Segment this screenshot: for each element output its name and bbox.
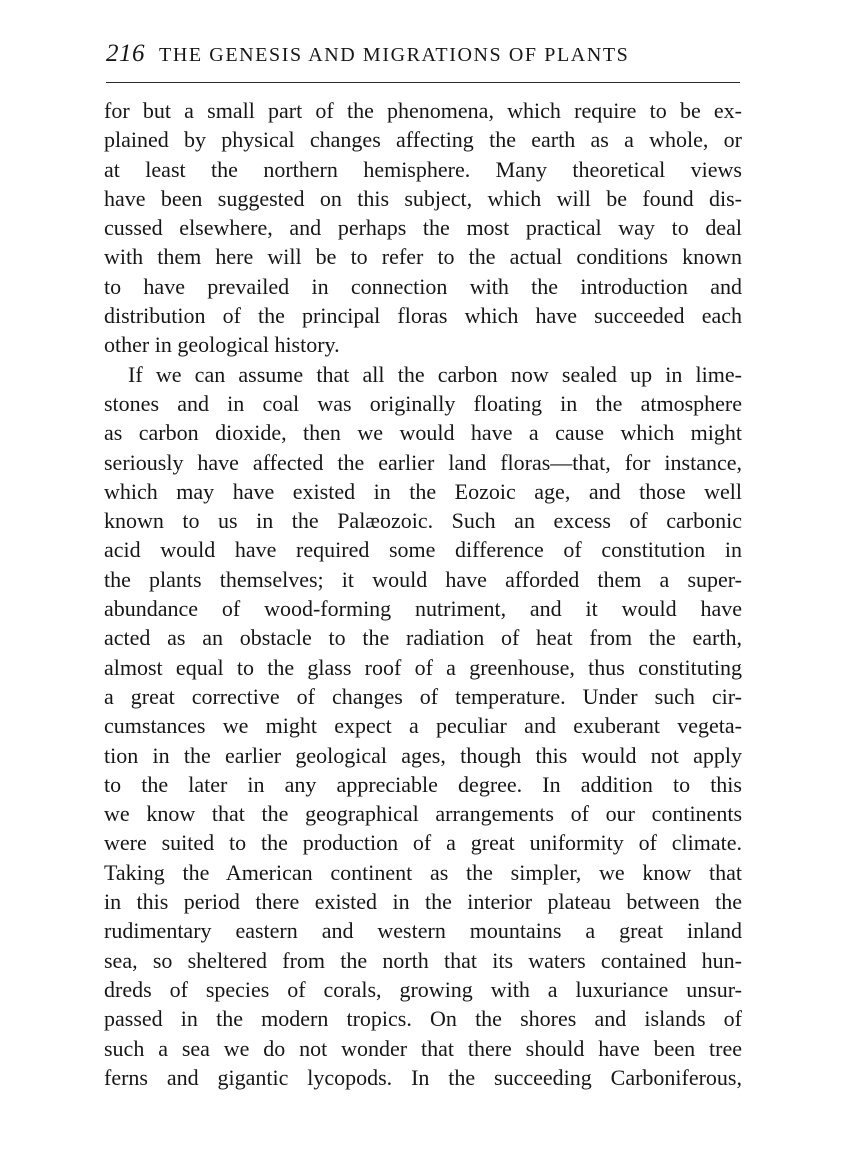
text-line: almost equal to the glass roof of a greenhouse, thus constituting: [104, 654, 742, 680]
text-line: seriously have affected the earlier land floras—that, for instance,: [104, 449, 742, 475]
text-line: known to us in the Palæozoic. Such an excess of carbonic: [104, 508, 742, 534]
text-line: to have prevailed in connection with the introduction and: [104, 273, 742, 299]
text-line: plained by physical changes affecting the earth as a whole, or: [104, 127, 742, 153]
text-line: cumstances we might expect a peculiar and exuberant vegeta-: [104, 713, 742, 739]
text-line: the plants themselves; it would have afforded them a super-: [104, 566, 742, 592]
text-line: were suited to the production of a great uniformity of climate.: [104, 830, 742, 856]
page-number: 216: [106, 40, 145, 67]
text-line: for but a small part of the phenomena, which require to be ex-: [104, 98, 742, 123]
body-text: [104, 96, 742, 1092]
text-line: a great corrective of changes of temperature. Under such cir-: [104, 683, 742, 709]
text-line: Taking the American continent as the simpler, we know that: [104, 859, 742, 885]
text-line: stones and in coal was originally floating in the atmosphere: [104, 390, 742, 416]
page-heading: THE GENESIS AND MIGRATIONS OF PLANTS: [159, 44, 630, 66]
text-line: passed in the modern tropics. On the shores and islands of: [104, 1006, 742, 1032]
text-line: other in geological history.: [104, 332, 340, 358]
text-line: abundance of wood-forming nutriment, and it would have: [104, 596, 742, 622]
text-line: distribution of the principal floras which have succeeded each: [104, 303, 742, 329]
running-head: [106, 40, 740, 74]
text-line: If we can assume that all the carbon now sealed up in lime-: [128, 361, 742, 387]
text-line: in this period there existed in the interior plateau between the: [104, 889, 742, 915]
header-rule: [106, 82, 740, 83]
text-line: which may have existed in the Eozoic age, and those well: [104, 478, 742, 504]
text-line: dreds of species of corals, growing with a luxuriance unsur-: [104, 976, 742, 1002]
text-line: as carbon dioxide, then we would have a cause which might: [104, 420, 742, 446]
text-line: acted as an obstacle to the radiation of heat from the earth,: [104, 625, 742, 651]
text-line: tion in the earlier geological ages, though this would not apply: [104, 742, 742, 768]
text-line: cussed elsewhere, and perhaps the most practical way to deal: [104, 215, 742, 241]
paragraph-1: [104, 96, 742, 360]
text-line: ferns and gigantic lycopods. In the succeeding Carboniferous,: [104, 1064, 742, 1090]
text-line: we know that the geographical arrangements of our continents: [104, 801, 742, 827]
text-line: have been suggested on this subject, which will be found dis-: [104, 185, 742, 211]
text-line: at least the northern hemisphere. Many theoretical views: [104, 156, 742, 182]
text-line: to the later in any appreciable degree. In addition to this: [104, 771, 742, 797]
text-line: with them here will be to refer to the actual conditions known: [104, 244, 742, 270]
text-line: acid would have required some difference of constitution in: [104, 537, 742, 563]
text-line: sea, so sheltered from the north that its waters contained hun-: [104, 947, 742, 973]
text-line: rudimentary eastern and western mountains a great inland: [104, 918, 742, 944]
paragraph-2: [104, 360, 742, 1092]
text-line: such a sea we do not wonder that there should have been tree: [104, 1035, 742, 1061]
